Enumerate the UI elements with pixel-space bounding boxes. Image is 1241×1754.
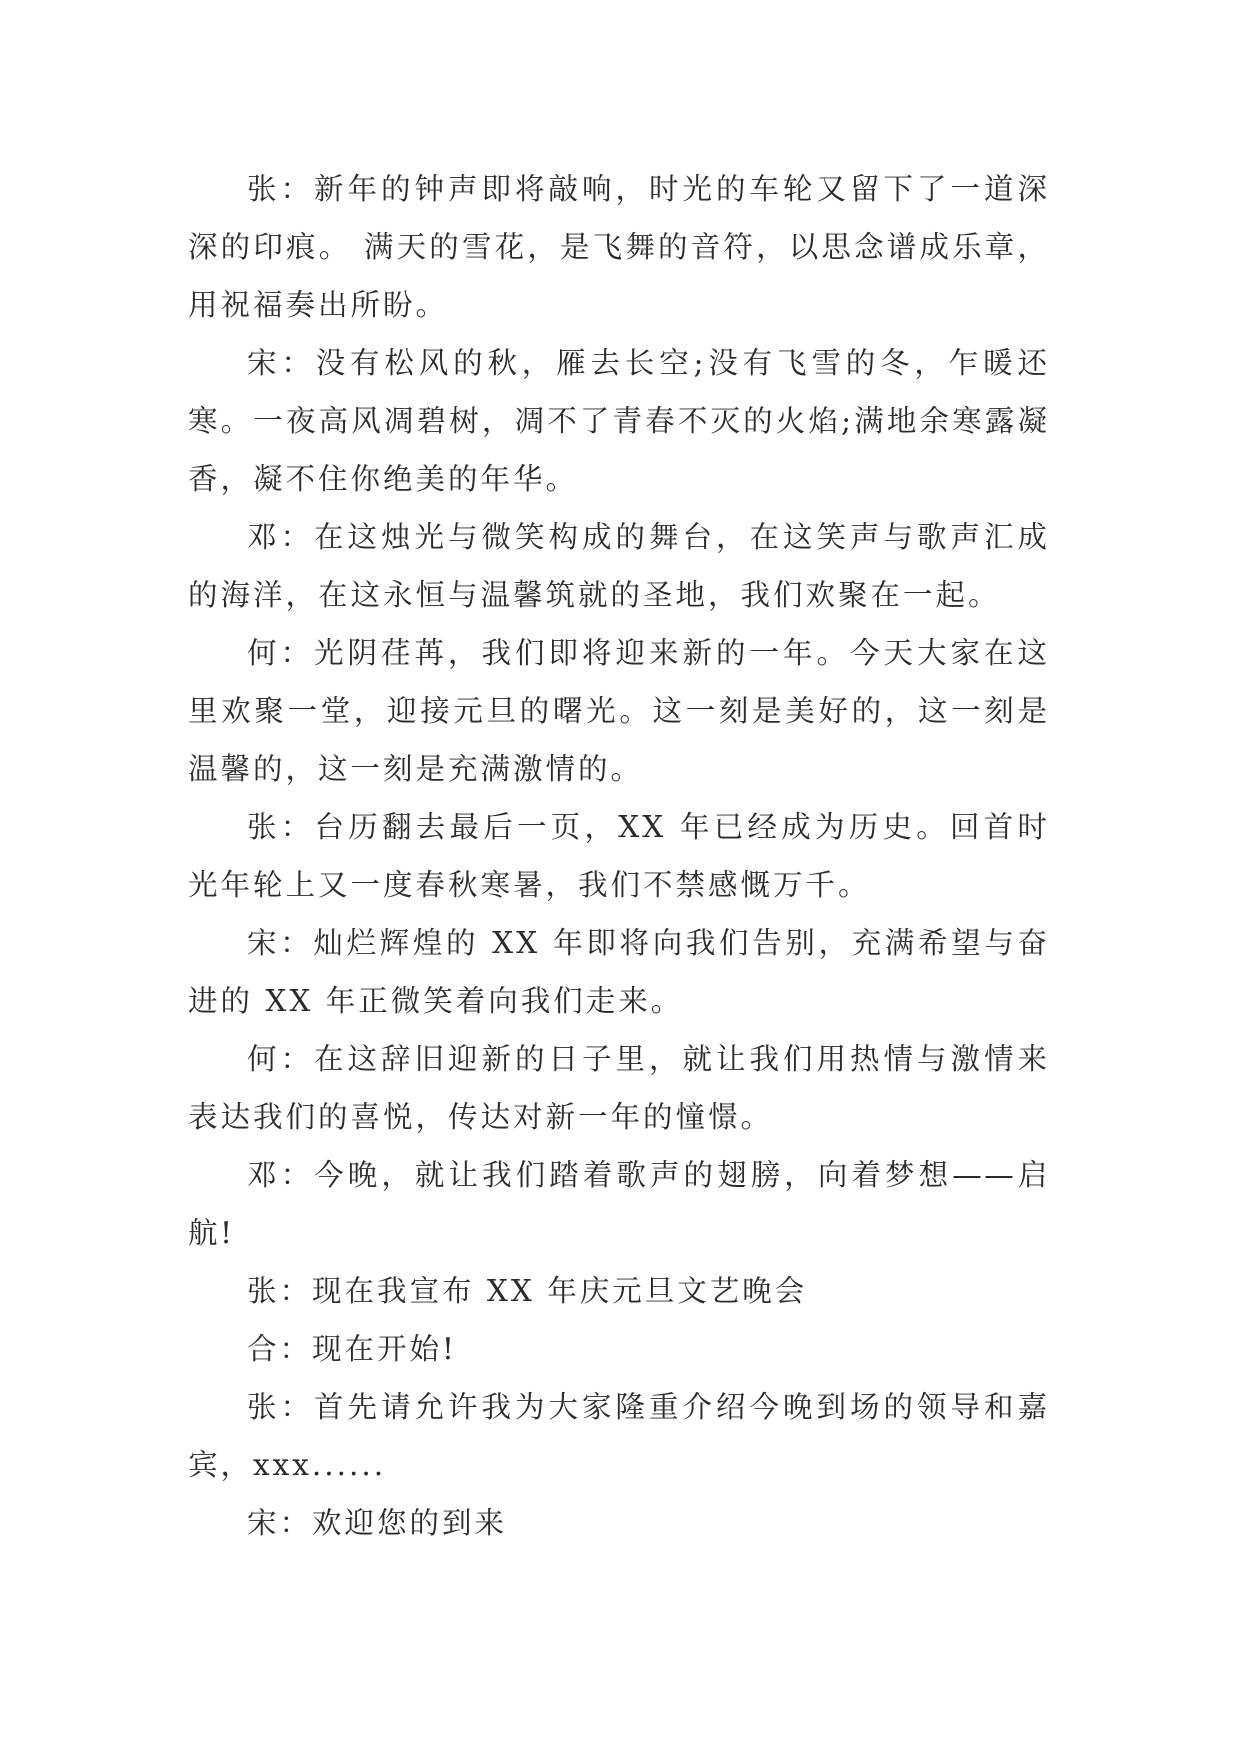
paragraph-song-welcome: 宋：欢迎您的到来 xyxy=(247,1506,508,1540)
paragraph-together-start: 合：现在开始! xyxy=(247,1332,457,1366)
paragraph-zhang-guests: 张：首先请允许我为大家隆重介绍今晚到场的领导和嘉宾，xxx...... xyxy=(188,1390,1050,1482)
paragraph-zhang-calendar: 张：台历翻去最后一页，XX 年已经成为历史。回首时光年轮上又一度春秋寒暑，我们不禁感慨万千。 xyxy=(188,810,1050,902)
paragraph-he-new-year: 何：光阴荏苒，我们即将迎来新的一年。今天大家在这里欢聚一堂，迎接元旦的曙光。这一刻是美好的，这一刻是温馨的，这一刻是充满激情的。 xyxy=(188,636,1050,786)
paragraph-deng-dream: 邓：今晚，就让我们踏着歌声的翅膀，向着梦想——启航! xyxy=(188,1158,1050,1250)
paragraph-he-celebrate: 何：在这辞旧迎新的日子里，就让我们用热情与激情来表达我们的喜悦，传达对新一年的憧憬。 xyxy=(188,1042,1050,1134)
paragraph-song-farewell: 宋：灿烂辉煌的 XX 年即将向我们告别，充满希望与奋进的 XX 年正微笑着向我们走来。 xyxy=(188,926,1050,1018)
paragraph-song-autumn: 宋：没有松风的秋，雁去长空;没有飞雪的冬，乍暖还寒。一夜高风凋碧树，凋不了青春不灭的火焰;满地余寒露凝香，凝不住你绝美的年华。 xyxy=(188,346,1050,496)
document-body xyxy=(188,160,1050,1552)
paragraph-zhang-announce: 张：现在我宣布 XX 年庆元旦文艺晚会 xyxy=(247,1274,808,1308)
paragraph-deng-stage: 邓：在这烛光与微笑构成的舞台，在这笑声与歌声汇成的海洋，在这永恒与温馨筑就的圣地，我们欢聚在一起。 xyxy=(188,520,1050,612)
paragraph-zhang-opening: 张：新年的钟声即将敲响，时光的车轮又留下了一道深深的印痕。 满天的雪花，是飞舞的音符，以思念谱成乐章，用祝福奏出所盼。 xyxy=(188,172,1050,322)
